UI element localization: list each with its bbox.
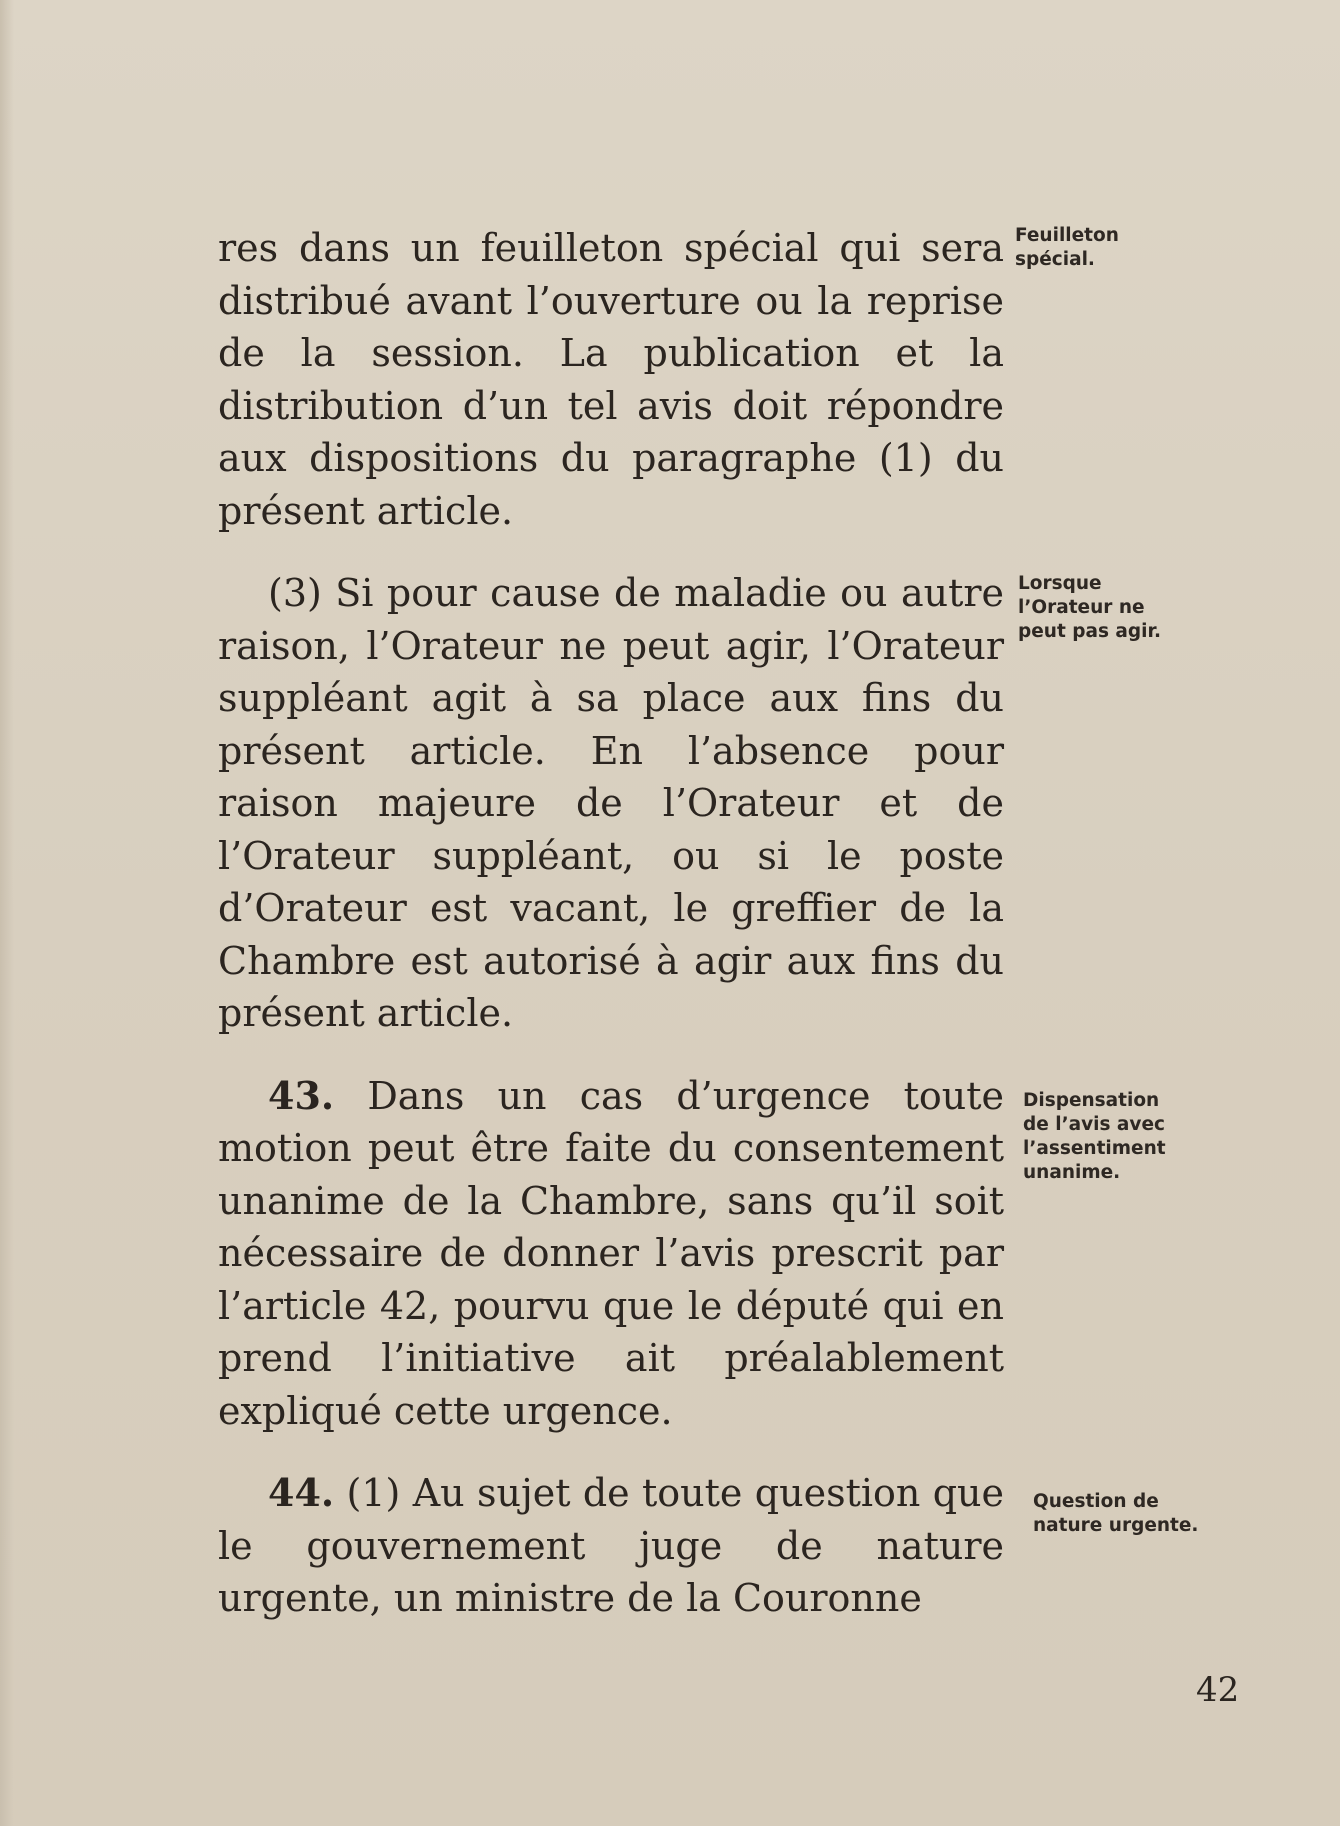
article-44-text: (1) Au sujet de toute question que le gouvernement juge de nature urgente, un ministre de la Couronne: [218, 1471, 1004, 1620]
paragraph-continued: res dans un feuilleton spécial qui sera distribué avant l’ouverture ou la reprise de la session. La publication et la distribution d’un tel avis doit répondre aux dispositions du paragraphe (1) du présent article.: [218, 226, 1004, 533]
paragraph-article-44: [218, 1467, 1004, 1625]
article-number-44: 44.: [268, 1470, 335, 1515]
page-number: 42: [1196, 1670, 1240, 1710]
paragraph-subsection-3: (3) Si pour cause de maladie ou autre raison, l’Orateur ne peut agir, l’Orateur suppléant agit à sa place aux fins du présent article. En l’absence pour raison majeure de l’Orateur et de l’Orateur suppléant, ou si le poste d’Orateur est vacant, le greffier de la Chambre est autorisé à agir aux fins du présent article.: [218, 571, 1004, 1035]
page-edge-shadow: [0, 0, 14, 1826]
margin-note-orateur: Lorsque l’Orateur ne peut pas agir.: [1018, 573, 1162, 642]
margin-note-dispensation: Dispensation de l’avis avec l’assentiment unanime.: [1023, 1090, 1166, 1183]
paragraph-article-43: [218, 1070, 1004, 1438]
show-through-texture: [1010, 215, 1250, 1115]
article-number-43: 43.: [268, 1072, 335, 1118]
margin-note-feuilleton: Feuilleton spécial.: [1015, 225, 1119, 270]
body-text: [218, 222, 1004, 1625]
margin-note-question: Question de nature urgente.: [1033, 1491, 1199, 1536]
article-43-text: Dans un cas d’urgence toute motion peut être faite du consentement unanime de la Chambre, sans qu’il soit nécessaire de donner l’avis prescrit par l’article 42, pourvu que le député qui en prend l’initiative ait préalablement expliqué cette urgence.: [218, 1073, 1004, 1433]
